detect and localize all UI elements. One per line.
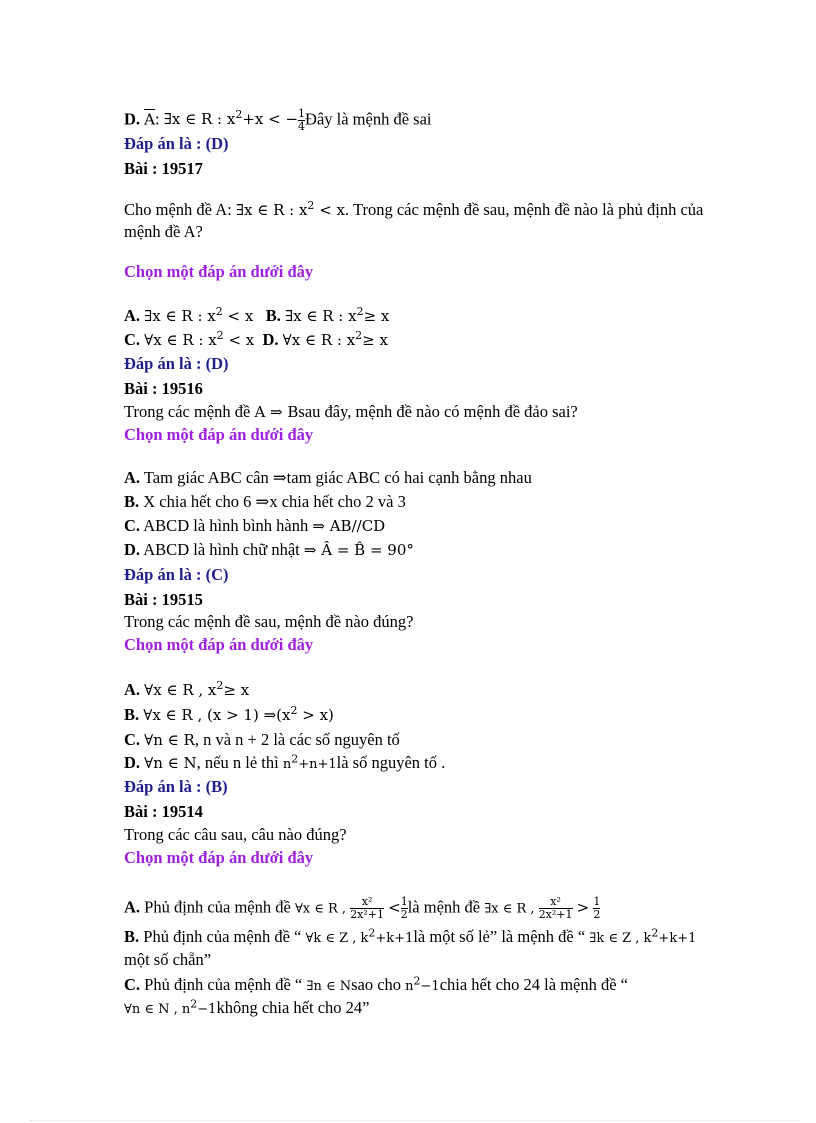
option-row [124,306,389,326]
question-header: Bài : 19515 [124,590,203,609]
option-a[interactable]: A. Tam giác ABC cân ⇒tam giác ABC có hai cạnh bằng nhau [124,468,532,487]
answer-line: Đáp án là : (D) [124,354,229,373]
option-b[interactable]: B. Phủ định của mệnh đề “ ∀k ∈ Z , $k^2+k+1là$ một số lẻ” là mệnh đề “ ∃k ∈ Z , $k^2+k+1$ [124,926,697,946]
question-header: Bài : 19514 [124,802,203,821]
option-c[interactable]: C. ∀n ∈ R, n và n + 2 là các số nguyên tố [124,730,400,749]
colon: : [155,109,160,129]
prev-option-d [124,108,432,133]
question-stem: Trong các mệnh đề sau, mệnh đề nào đúng? [124,612,414,631]
question-stem: Trong các câu sau, câu nào đúng? [124,825,347,844]
answer-line: Đáp án là : (C) [124,565,229,584]
option-row [124,330,388,350]
choose-prompt: Chọn một đáp án dưới đây [124,262,314,281]
choose-prompt: Chọn một đáp án dưới đây [124,848,314,867]
option-b-cont: một số chẵn” [124,950,212,969]
answer-line: Đáp án là : (D) [124,134,229,153]
option-c[interactable]: C. ABCD là hình bình hành ⇒ AB//CD [124,516,386,535]
page-bottom-rule [30,1120,800,1121]
option-d[interactable]: D. ∀n ∈ N, nếu n lẻ thì $n^2+n+1là$ số nguyên tố . [124,752,446,772]
fraction: $\frac{1}{4}$ [298,107,306,133]
prop-a-negated: $\overline{A}$ [144,110,156,129]
question-header: Bài : 19516 [124,379,203,398]
question-header: Bài : 19517 [124,159,203,178]
option-c-cont: ∀n ∈ N , $n^2-1không$ chia hết cho 24” [124,997,370,1017]
math-expr: ∃x ∈ R : $x^2+x$ < − [163,108,299,129]
option-c[interactable]: C. ∀x ∈ R : $x^2 < x$ [124,329,255,349]
choose-prompt: Chọn một đáp án dưới đây [124,425,314,444]
option-d[interactable]: D. ∀x ∈ R : $x^2\ge x$ [262,329,388,349]
option-a[interactable]: A. ∃x ∈ R : $x^2 < x$ [124,305,254,325]
question-stem-cont: mệnh đề A? [124,222,203,241]
question-stem: Cho mệnh đề A: ∃x ∈ R : $x^2 < x$. Trong các mệnh đề sau, mệnh đề nào là phủ định của [124,199,704,219]
option-c[interactable]: C. Phủ định của mệnh đề “ ∃n ∈ Nsao cho $n^2-1chia$ hết cho 24 là mệnh đề “ [124,974,629,994]
option-b[interactable]: B. ∀x ∈ R , (x > 1) $\Rightarrow(x^2 > x)$ [124,704,334,724]
option-b[interactable]: B. ∃x ∈ R : $x^2\ge x$ [265,305,390,325]
option-label: D. [124,109,141,129]
option-a[interactable]: A. ∀x ∈ R , $x^2\ge x$ [124,679,250,699]
option-b[interactable]: B. X chia hết cho 6 ⇒x chia hết cho 2 và 3 [124,492,406,511]
option-a[interactable]: A. Phủ định của mệnh đề ∀x ∈ R , $\frac{\text{x²}}{\text{2x²+1}}$ < $\frac{1}{2}$ là mệnh đề ∃x ∈ R , $\frac{\text{x²}}{\text{2x²+1}}$ > $\frac{1}{2}$ [124,895,601,921]
answer-line: Đáp án là : (B) [124,777,228,796]
statement-text: Đây là mệnh đề sai [305,109,432,129]
question-stem: Trong các mệnh đề A ⇒ Bsau đây, mệnh đề nào có mệnh đề đảo sai? [124,402,578,421]
choose-prompt: Chọn một đáp án dưới đây [124,635,314,654]
option-d[interactable]: D. ABCD là hình chữ nhật ⇒ Â = B̂ = 90° [124,540,414,559]
